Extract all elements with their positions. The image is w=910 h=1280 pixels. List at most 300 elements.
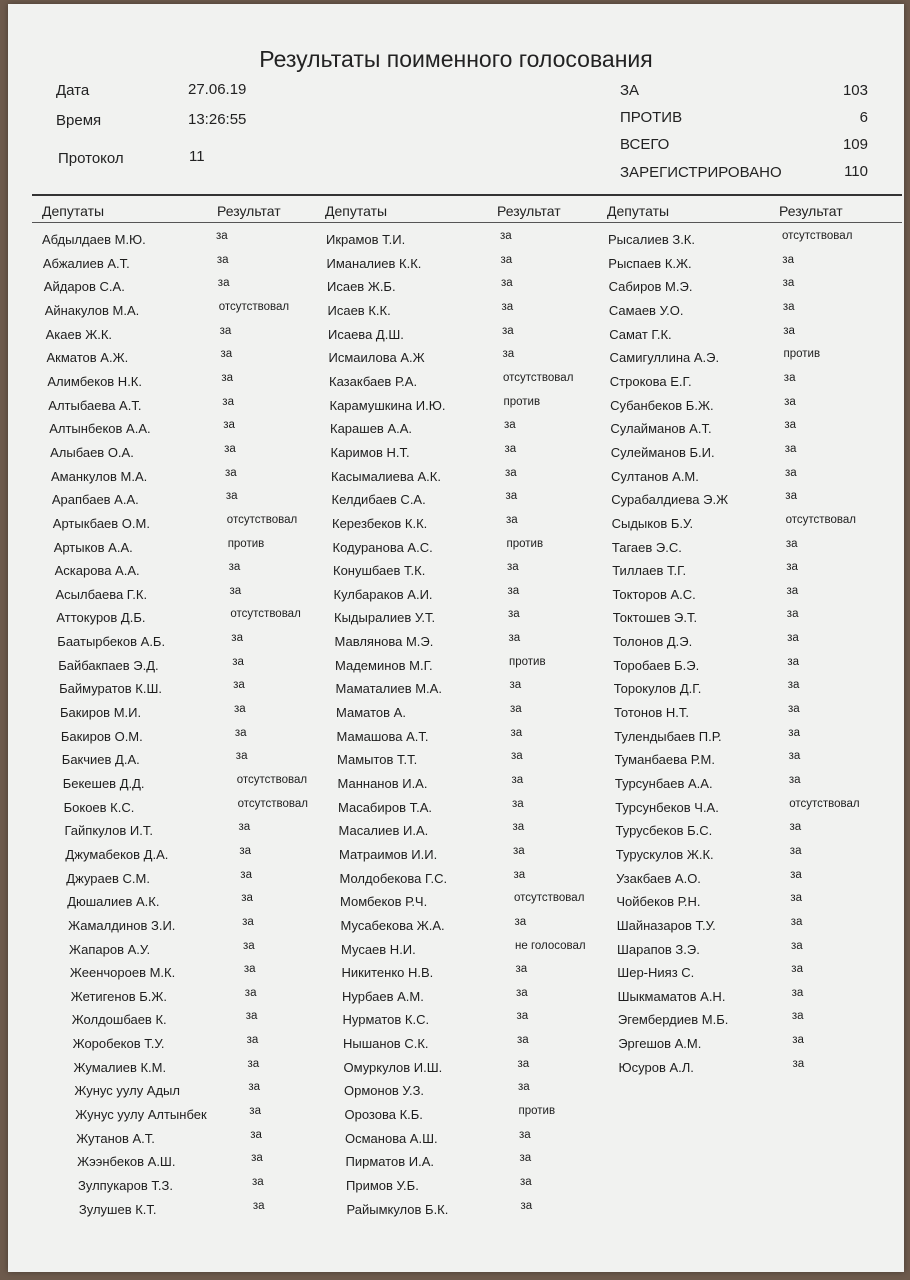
deputy-name: Мавлянова М.Э.	[334, 634, 434, 649]
column-header-rule	[32, 222, 902, 223]
vote-result: за	[512, 797, 524, 810]
deputy-row	[75, 1107, 365, 1127]
deputy-row	[337, 773, 628, 796]
deputy-row	[616, 823, 906, 843]
deputy-row	[60, 726, 351, 749]
vote-result: за	[248, 1081, 261, 1094]
deputy-row	[614, 681, 904, 701]
deputy-row	[617, 986, 908, 1009]
vote-result: за	[516, 986, 528, 999]
vote-result: за	[216, 253, 229, 266]
deputy-name: Артыкбаев О.М.	[52, 515, 150, 531]
deputy-row	[611, 537, 902, 560]
deputy-row	[342, 986, 632, 1009]
vote-result: за	[500, 230, 512, 242]
deputy-name: Рыспаев К.Ж.	[608, 255, 692, 271]
deputy-name: Сурабалдиева Э.Ж	[611, 492, 729, 508]
vote-result: за	[520, 1176, 532, 1188]
vote-result: за	[782, 300, 795, 313]
deputy-row	[343, 1057, 634, 1080]
vote-result: отсутствовал	[503, 371, 574, 384]
vote-result: за	[502, 324, 514, 337]
deputy-name: Самаев У.О.	[608, 302, 684, 318]
deputy-row	[615, 752, 905, 772]
vote-result: за	[505, 490, 518, 503]
vote-result: за	[507, 561, 519, 574]
deputy-name: Юсуров А.Л.	[618, 1059, 694, 1075]
deputy-name: Жутанов А.Т.	[76, 1130, 155, 1146]
deputy-row	[337, 752, 627, 772]
deputy-row	[62, 773, 353, 796]
deputy-row	[76, 1128, 366, 1151]
vote-result: за	[233, 679, 245, 692]
vote-result: за	[785, 537, 798, 550]
deputy-name: Нурбаев А.М.	[342, 988, 424, 1004]
vote-result: за	[784, 395, 796, 408]
deputy-name: Мамытов Т.Т.	[337, 752, 418, 768]
deputy-name: Абдылдаев М.Ю.	[42, 232, 146, 247]
deputy-name: Мусабекова Ж.А.	[340, 917, 445, 933]
deputy-name: Жамалдинов З.И.	[68, 917, 176, 933]
deputy-row	[610, 442, 901, 465]
deputy-name: Алыбаев О.А.	[50, 444, 134, 460]
deputy-row	[44, 279, 334, 299]
deputy-row	[346, 1199, 637, 1222]
deputy-name: Кодуранова А.С.	[332, 539, 433, 555]
vote-result: за	[519, 1152, 532, 1165]
deputy-name: Рысалиев З.К.	[608, 232, 695, 247]
vote-result: за	[225, 490, 238, 503]
vote-result: за	[787, 632, 799, 644]
deputy-row	[77, 1154, 367, 1174]
deputy-name: Пирматов И.А.	[345, 1154, 435, 1170]
col1-deputies-header: Депутаты	[42, 203, 105, 219]
deputy-name: Жумалиев К.М.	[73, 1059, 167, 1075]
deputy-name: Шарапов З.Э.	[617, 941, 700, 957]
deputy-name: Исаев К.К.	[327, 302, 391, 318]
vote-result: за	[224, 442, 236, 455]
vote-result: за	[511, 773, 524, 786]
vote-result: за	[788, 726, 800, 739]
deputy-row	[326, 232, 616, 252]
deputy-name: Баймуратов К.Ш.	[59, 681, 162, 697]
deputy-name: Шер-Нияз С.	[617, 965, 695, 981]
vote-result: за	[221, 371, 234, 384]
vote-result: за	[783, 371, 796, 384]
vote-result: за	[786, 561, 798, 574]
deputy-row	[55, 563, 345, 583]
vote-result: за	[790, 868, 802, 881]
deputy-name: Момбеков Р.Ч.	[340, 894, 428, 910]
deputy-name: Торобаев Б.Э.	[613, 657, 700, 673]
col3-result-header: Результат	[779, 203, 843, 219]
vote-result: за	[791, 986, 804, 999]
deputy-row	[68, 915, 358, 938]
vote-result: за	[228, 561, 241, 574]
vote-result: за	[783, 324, 795, 337]
deputy-name: Масалиев И.А.	[338, 823, 429, 839]
vote-result: за	[506, 513, 518, 526]
deputy-row	[53, 537, 344, 560]
deputy-row	[332, 513, 622, 536]
deputy-name: Османова А.Ш.	[345, 1130, 438, 1146]
deputy-row	[608, 253, 898, 276]
deputy-row	[615, 797, 905, 820]
deputy-row	[613, 655, 903, 678]
deputy-name: Турусбеков Б.С.	[615, 823, 713, 839]
deputy-row	[52, 513, 343, 536]
deputy-name: Эргешов А.М.	[618, 1036, 702, 1052]
vote-result: за	[240, 868, 252, 881]
deputy-name: Мусаев Н.И.	[341, 941, 416, 957]
vote-result: за	[242, 915, 254, 928]
deputy-row	[332, 492, 622, 512]
deputy-name: Никитенко Н.В.	[341, 965, 434, 981]
vote-result: за	[788, 773, 801, 786]
deputy-row	[329, 395, 620, 418]
deputy-name: Каримов Н.Т.	[330, 444, 410, 460]
vote-result: за	[505, 466, 517, 479]
deputy-row	[78, 1178, 368, 1198]
deputy-name: Алтынбеков А.А.	[49, 421, 151, 437]
deputy-row	[613, 610, 903, 630]
deputy-row	[48, 395, 338, 418]
deputy-name: Тотонов Н.Т.	[614, 705, 689, 720]
deputy-name: Токторов А.С.	[612, 586, 696, 602]
deputy-row	[340, 894, 630, 914]
deputy-name: Аттокуров Д.Б.	[56, 610, 146, 626]
protocol-value: 11	[189, 148, 205, 165]
deputy-name: Аскарова А.А.	[54, 563, 140, 579]
deputy-name: Субанбеков Б.Ж.	[610, 397, 714, 413]
deputy-row	[59, 681, 349, 701]
vote-result: за	[517, 1057, 530, 1070]
deputy-name: Шыкмаматов А.Н.	[617, 988, 726, 1004]
vote-result: против	[783, 348, 821, 361]
deputy-row	[616, 915, 907, 938]
vote-result: за	[229, 584, 242, 597]
deputy-name: Тагаев Э.С.	[611, 539, 682, 555]
vote-result: за	[223, 419, 235, 432]
deputy-name: Аманкулов М.А.	[51, 468, 148, 484]
registered-value: 110	[844, 163, 868, 180]
vote-result: за	[238, 821, 251, 834]
deputy-row	[328, 324, 618, 347]
vote-result: за	[244, 986, 257, 999]
vote-result: за	[217, 277, 230, 290]
vote-result: за	[515, 963, 528, 976]
deputy-name: Сабиров М.Э.	[608, 279, 693, 295]
deputy-name: Токтошев Э.Т.	[612, 610, 698, 626]
deputy-name: Жунус уулу Адыл	[74, 1083, 180, 1099]
vote-result: за	[243, 939, 255, 952]
deputy-row	[62, 752, 352, 772]
col2-deputies-header: Депутаты	[325, 203, 388, 219]
deputy-row	[330, 442, 621, 465]
vote-result: против	[518, 1105, 556, 1117]
vote-result: за	[508, 608, 520, 621]
for-label: ЗА	[620, 82, 640, 99]
vote-result: за	[788, 703, 800, 715]
vote-result: против	[509, 655, 546, 668]
vote-result: за	[241, 892, 253, 905]
deputy-name: Икрамов Т.И.	[326, 232, 406, 247]
deputy-row	[70, 986, 361, 1009]
deputy-row	[609, 279, 899, 299]
time-value: 13:26:55	[188, 111, 247, 128]
deputy-name: Казакбаев Р.А.	[329, 373, 418, 389]
deputy-row	[345, 1107, 635, 1127]
vote-result: за	[782, 277, 795, 290]
deputy-row	[609, 324, 899, 347]
vote-result: за	[510, 726, 523, 739]
deputy-row	[614, 773, 905, 796]
vote-result: против	[506, 537, 544, 550]
vote-result: за	[504, 442, 517, 455]
deputy-name: Алимбеков Н.К.	[47, 373, 142, 389]
deputy-row	[336, 726, 627, 749]
protocol-label: Протокол	[58, 150, 124, 167]
vote-result: за	[250, 1128, 262, 1141]
deputy-row	[55, 584, 346, 607]
deputy-name: Джураев С.М.	[66, 870, 150, 886]
vote-result: за	[789, 821, 802, 834]
deputy-row	[70, 965, 360, 985]
deputy-row	[65, 844, 355, 867]
deputy-row	[60, 705, 350, 725]
deputy-row	[334, 610, 624, 630]
deputy-name: Акматов А.Ж.	[46, 350, 129, 366]
vote-result: за	[232, 655, 244, 668]
deputy-name: Алтыбаева А.Т.	[48, 397, 142, 413]
deputy-row	[42, 253, 333, 276]
vote-result: за	[251, 1152, 263, 1165]
deputy-name: Бокоев К.С.	[63, 799, 135, 815]
deputy-name: Тиллаев Т.Г.	[612, 563, 687, 579]
deputy-name: Матраимов И.И.	[339, 846, 438, 862]
deputy-row	[327, 300, 618, 323]
deputy-row	[63, 797, 354, 820]
deputy-name: Маматалиев М.А.	[335, 681, 442, 697]
deputy-name: Жээнбеков А.Ш.	[77, 1154, 176, 1170]
deputy-row	[57, 634, 347, 654]
deputy-row	[611, 466, 901, 489]
deputy-name: Узакбаев А.О.	[616, 870, 701, 886]
deputy-name: Карашев А.А.	[330, 421, 413, 437]
deputy-name: Керезбеков К.К.	[332, 515, 428, 531]
deputy-name: Арапбаев А.А.	[51, 492, 139, 508]
deputy-row	[338, 797, 628, 820]
vote-result: за	[219, 324, 232, 337]
vote-result: за	[516, 1010, 529, 1023]
deputy-row	[608, 300, 899, 323]
vote-result: за	[513, 844, 525, 857]
deputy-name: Бакиров М.И.	[60, 705, 142, 720]
deputy-name: Зулушев К.Т.	[78, 1201, 157, 1217]
vote-result: за	[786, 608, 799, 621]
vote-result: за	[518, 1081, 530, 1094]
deputy-name: Масабиров Т.А.	[338, 799, 433, 815]
deputy-name: Туманбаева Р.М.	[614, 752, 715, 768]
deputy-name: Акаев Ж.К.	[45, 326, 113, 342]
time-label: Время	[56, 112, 102, 129]
deputy-name: Жетигенов Б.Ж.	[70, 988, 168, 1004]
vote-result: за	[252, 1176, 264, 1188]
deputy-name: Карамушкина И.Ю.	[329, 397, 446, 413]
vote-result: за	[508, 632, 521, 644]
deputy-name: Гайпкулов И.Т.	[64, 823, 153, 839]
deputy-row	[333, 584, 624, 607]
vote-result: за	[790, 892, 803, 905]
deputy-name: Нышанов С.К.	[343, 1036, 429, 1052]
vote-result: за	[791, 963, 803, 976]
deputy-name: Сулейманов Б.И.	[610, 444, 715, 460]
deputy-name: Иманалиев К.К.	[326, 255, 422, 271]
vote-result: за	[784, 442, 797, 455]
ballot-sheet	[8, 4, 904, 1272]
deputy-row	[65, 823, 355, 843]
date-label: Дата	[56, 82, 90, 99]
vote-result: за	[512, 821, 525, 834]
deputy-name: Эгембердиев М.Б.	[617, 1012, 729, 1028]
deputy-row	[335, 655, 625, 678]
vote-result: за	[792, 1034, 804, 1047]
deputy-name: Бакиров О.М.	[60, 728, 143, 744]
deputy-row	[614, 726, 904, 749]
vote-result: за	[787, 655, 800, 668]
vote-result: за	[786, 584, 799, 597]
vote-result: за	[791, 1010, 804, 1023]
deputy-row	[345, 1128, 635, 1151]
deputy-name: Шайназаров Т.У.	[616, 917, 716, 933]
page-title: Результаты поименного голосования	[259, 46, 653, 72]
deputy-name: Айдаров С.А.	[43, 279, 125, 295]
deputy-name: Маннанов И.А.	[337, 775, 428, 791]
deputy-row	[52, 492, 342, 512]
total-label: ВСЕГО	[620, 136, 670, 153]
deputy-row	[612, 563, 902, 583]
vote-result: за	[247, 1057, 260, 1070]
deputy-name: Тулендыбаев П.Р.	[614, 728, 722, 744]
deputy-name: Зулпукаров Т.З.	[78, 1178, 173, 1193]
vote-result: за	[517, 1034, 529, 1047]
deputy-row	[72, 1012, 362, 1032]
deputy-row	[610, 421, 900, 441]
vote-result: за	[507, 584, 520, 597]
deputy-name: Сулайманов А.Т.	[610, 421, 712, 437]
deputy-name: Джумабеков Д.А.	[65, 846, 169, 862]
deputy-name: Орозова К.Б.	[344, 1107, 423, 1122]
vote-result: за	[782, 253, 794, 266]
vote-result: за	[785, 490, 797, 503]
deputy-name: Кулбараков А.И.	[333, 586, 433, 602]
deputy-name: Касымалиева А.К.	[331, 468, 441, 484]
deputy-row	[344, 1083, 634, 1103]
deputy-row	[615, 844, 906, 867]
deputy-row	[343, 1036, 633, 1056]
deputy-row	[331, 466, 621, 489]
against-label: ПРОТИВ	[620, 109, 683, 126]
deputy-row	[58, 655, 348, 678]
vote-result: за	[234, 726, 247, 739]
vote-result: за	[243, 963, 256, 976]
deputy-row	[69, 939, 359, 962]
deputy-row	[614, 705, 904, 725]
deputy-row	[341, 939, 631, 962]
deputy-name: Ормонов У.З.	[344, 1083, 425, 1099]
deputy-name: Жапаров А.У.	[69, 941, 151, 957]
deputy-name: Султанов А.М.	[611, 468, 699, 484]
deputy-name: Молдобекова Г.С.	[339, 870, 448, 886]
deputy-row	[346, 1178, 636, 1198]
deputy-row	[616, 868, 906, 891]
deputy-name: Исаев Ж.Б.	[327, 279, 396, 295]
deputy-name: Исмаилова А.Ж	[328, 350, 425, 366]
deputy-row	[336, 705, 626, 725]
vote-result: за	[792, 1057, 805, 1070]
deputy-row	[339, 823, 629, 843]
deputy-name: Маматов А.	[336, 705, 406, 720]
deputy-name: Жолдошбаев К.	[71, 1012, 167, 1028]
vote-result: за	[246, 1034, 259, 1047]
vote-result: за	[519, 1128, 531, 1141]
deputy-row	[51, 466, 341, 489]
vote-result: за	[234, 703, 246, 715]
deputy-row	[330, 421, 620, 441]
vote-result: за	[501, 300, 514, 313]
deputy-row	[340, 915, 631, 938]
vote-result: за	[502, 348, 515, 361]
vote-result: за	[789, 844, 802, 857]
date-value: 27.06.19	[188, 81, 247, 98]
vote-result: отсутствовал	[237, 797, 308, 810]
deputy-row	[73, 1057, 364, 1080]
deputy-name: Исаева Д.Ш.	[328, 326, 404, 342]
vote-result: не голосовал	[515, 939, 586, 952]
vote-result: за	[520, 1199, 533, 1212]
vote-result: против	[503, 395, 541, 408]
deputy-row	[327, 279, 617, 299]
vote-result: за	[787, 679, 800, 692]
vote-result: за	[514, 915, 527, 928]
deputy-row	[611, 513, 902, 536]
deputy-name: Райымкулов Б.К.	[346, 1201, 449, 1217]
vote-result: за	[785, 466, 797, 479]
deputy-row	[73, 1036, 363, 1056]
vote-result: за	[220, 348, 233, 361]
deputy-name: Омуркулов И.Ш.	[343, 1059, 443, 1075]
deputy-name: Турсунбеков Ч.А.	[615, 799, 719, 815]
vote-result: за	[225, 466, 237, 479]
deputy-row	[610, 350, 900, 370]
vote-result: отсутствовал	[226, 513, 298, 526]
deputy-row	[66, 868, 356, 891]
deputy-name: Самат Г.К.	[609, 326, 672, 342]
vote-result: за	[784, 419, 797, 432]
deputy-name: Нурматов К.С.	[342, 1012, 430, 1028]
deputy-name: Мадеминов М.Г.	[335, 657, 433, 673]
deputy-row	[616, 894, 906, 914]
vote-result: за	[511, 750, 523, 763]
deputy-name: Самигуллина А.Э.	[609, 350, 720, 366]
deputy-name: Чойбеков Р.Н.	[616, 894, 701, 910]
vote-result: за	[501, 277, 513, 290]
deputy-name: Абжалиев А.Т.	[42, 255, 130, 271]
deputy-row	[339, 868, 630, 891]
deputy-name: Жоробеков Т.У.	[72, 1036, 165, 1052]
vote-result: за	[510, 703, 522, 715]
deputy-row	[42, 232, 332, 252]
